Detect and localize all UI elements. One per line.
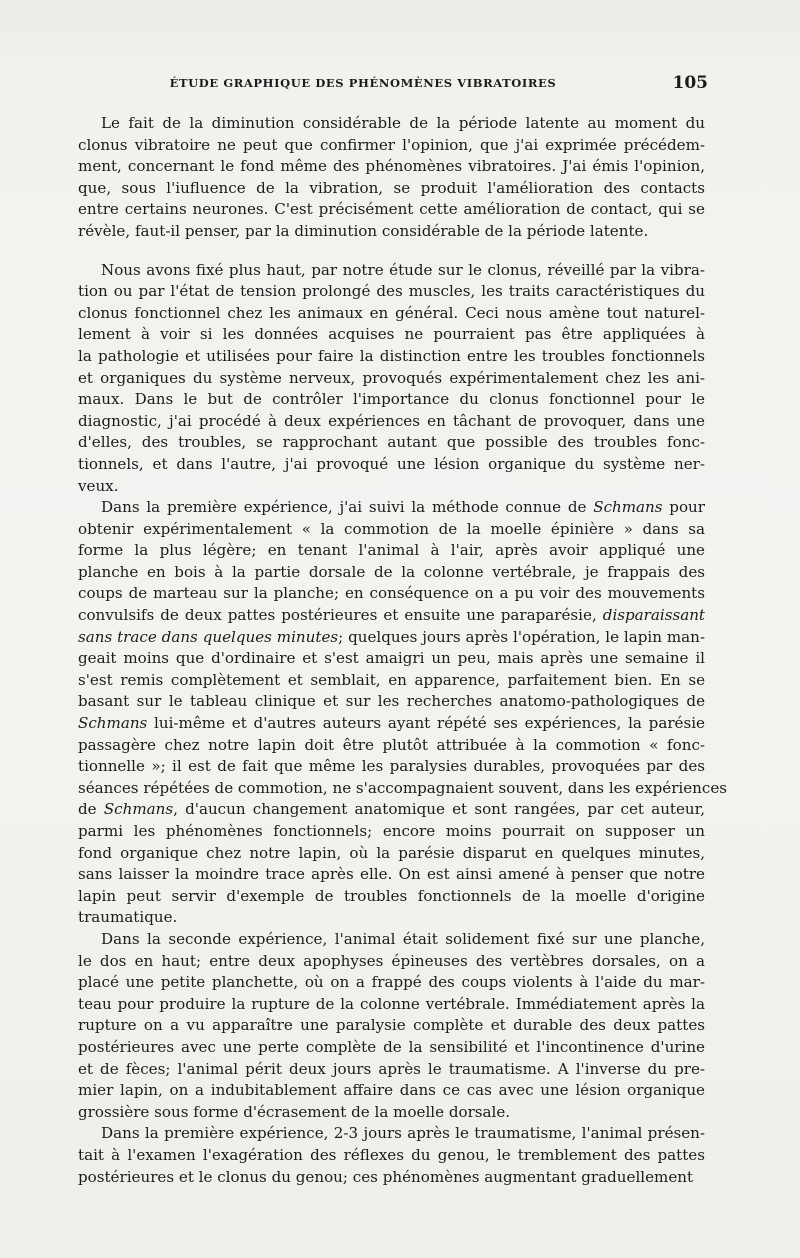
text-line: fond organique chez notre lapin, où la parésie disparut en quelques minutes,: [78, 843, 705, 862]
paragraph: [78, 260, 705, 498]
text-line: et organiques du système nerveux, provoqués expérimentalement chez les ani-: [78, 368, 705, 387]
text-line: traumatique.: [78, 908, 178, 927]
text-line: coups de marteau sur la planche; en conséquence on a pu voir des mouvements: [78, 584, 705, 603]
running-title: ÉTUDE GRAPHIQUE DES PHÉNOMÈNES VIBRATOIRES: [169, 76, 557, 90]
page-number: 105: [672, 73, 708, 93]
text-line: clonus fonctionnel chez les animaux en général. Ceci nous amène tout naturel-: [78, 303, 705, 322]
text-line: tionnelle »; il est de fait que même les paralysies durables, provoquées par des: [78, 757, 705, 776]
text-line: séances répétées de commotion, ne s'accompagnaient souvent, dans les expériences: [78, 778, 728, 797]
paragraph: [78, 1123, 705, 1188]
text-line: parmi les phénomènes fonctionnels; encore moins pourrait on supposer un: [78, 822, 705, 840]
text-line: geait moins que d'ordinaire et s'est amaigri un peu, mais après une semaine il: [78, 649, 705, 668]
text-line: passagère chez notre lapin doit être plutôt attribuée à la commotion « fonc-: [78, 735, 705, 754]
text-line: ment, concernant le fond même des phénomènes vibratoires. J'ai émis l'opinion,: [78, 157, 705, 176]
text-line: grossière sous forme d'écrasement de la moelle dorsale.: [78, 1102, 511, 1121]
text-line: Dans la seconde expérience, l'animal était solidement fixé sur une planche,: [101, 929, 705, 948]
text-line: postérieures et le clonus du genou; ces phénomènes augmentant graduellement: [78, 1167, 694, 1186]
text-line: Le fait de la diminution considérable de la période latente au moment du: [101, 114, 705, 132]
paragraph: [78, 113, 705, 243]
paragraph: [78, 497, 728, 929]
text-line: convulsifs de deux pattes postérieures et ensuite une paraparésie, disparaissant: [78, 606, 705, 625]
text-line: sans trace dans quelques minutes; quelques jours après l'opération, le lapin man-: [78, 627, 705, 646]
text-line: Schmans lui-même et d'autres auteurs ayant répété ses expériences, la parésie: [78, 714, 705, 733]
text-line: tionnels, et dans l'autre, j'ai provoqué une lésion organique du système ner-: [78, 454, 705, 473]
text-line: Dans la première expérience, j'ai suivi la méthode connue de Schmans pour: [101, 498, 705, 517]
text-line: Dans la première expérience, 2-3 jours après le traumatisme, l'animal présen-: [101, 1124, 705, 1143]
text-line: lapin peut servir d'exemple de troubles fonctionnels de la moelle d'origine: [78, 886, 705, 905]
text-line: obtenir expérimentalement « la commotion de la moelle épinière » dans sa: [78, 519, 705, 538]
text-line: Nous avons fixé plus haut, par notre étude sur le clonus, réveillé par la vibra-: [101, 260, 705, 279]
text-line: s'est remis complètement et semblait, en apparence, parfaitement bien. En se: [78, 670, 705, 689]
text-line: diagnostic, j'ai procédé à deux expériences en tâchant de provoquer, dans une: [78, 411, 705, 430]
text-line: postérieures avec une perte complète de la sensibilité et l'incontinence d'urine: [78, 1037, 705, 1056]
paragraph: [78, 929, 705, 1123]
paragraph-gap: [78, 243, 705, 260]
text-line: de Schmans, d'aucun changement anatomique et sont rangées, par cet auteur,: [78, 800, 705, 819]
text-line: et de fèces; l'animal périt deux jours après le traumatisme. A l'inverse du pre-: [78, 1059, 705, 1078]
text-line: tion ou par l'état de tension prolongé des muscles, les traits caractéristiques du: [78, 282, 705, 301]
text-line: forme la plus légère; en tenant l'animal à l'air, après avoir appliqué une: [78, 541, 705, 560]
page-header: [78, 73, 708, 98]
text-line: mier lapin, on a indubitablement affaire dans ce cas avec une lésion organique: [78, 1081, 705, 1100]
text-line: planche en bois à la partie dorsale de la colonne vertébrale, je frappais des: [78, 562, 705, 581]
text-line: d'elles, des troubles, se rapprochant autant que possible des troubles fonc-: [78, 433, 705, 452]
text-line: entre certains neurones. C'est précisément cette amélioration de contact, qui se: [78, 200, 705, 219]
text-line: le dos en haut; entre deux apophyses épineuses des vertèbres dorsales, on a: [78, 951, 705, 970]
text-line: rupture on a vu apparaître une paralysie complète et durable des deux pattes: [78, 1016, 705, 1035]
text-line: que, sous l'iufluence de la vibration, se produit l'amélioration des contacts: [78, 178, 705, 197]
text-line: sans laisser la moindre trace après elle. On est ainsi amené à penser que notre: [78, 865, 705, 884]
text-line: tait à l'examen l'exagération des réflexes du genou, le tremblement des pattes: [78, 1145, 705, 1164]
text-line: basant sur le tableau clinique et sur les recherches anatomo-pathologiques de: [78, 692, 705, 711]
text-line: la pathologie et utilisées pour faire la distinction entre les troubles fonctionnels: [78, 346, 705, 365]
text-line: teau pour produire la rupture de la colonne vertébrale. Immédiatement après la: [78, 994, 705, 1013]
body-text: [78, 113, 728, 1188]
text-line: maux. Dans le but de contrôler l'importance du clonus fonctionnel pour le: [78, 390, 705, 409]
text-line: placé une petite planchette, où on a frappé des coups violents à l'aide du mar-: [78, 973, 705, 992]
text-line: veux.: [78, 476, 119, 495]
text-line: clonus vibratoire ne peut que confirmer l'opinion, que j'ai exprimée précédem-: [78, 135, 705, 154]
text-line: lement à voir si les données acquises ne pourraient pas être appliquées à: [78, 325, 705, 344]
text-line: révèle, faut-il penser, par la diminution considérable de la période latente.: [78, 221, 649, 240]
